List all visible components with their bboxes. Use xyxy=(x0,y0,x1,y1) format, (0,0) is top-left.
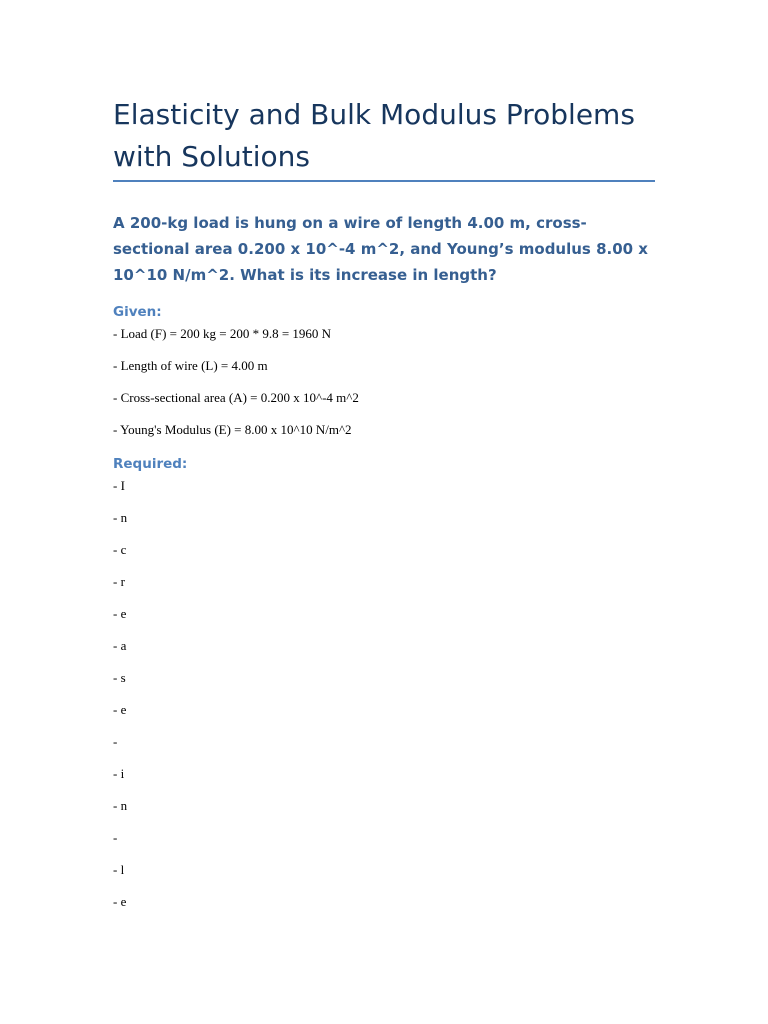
required-item: - xyxy=(113,734,118,749)
required-heading: Required: xyxy=(113,456,188,472)
required-item: - n xyxy=(113,798,128,813)
given-item-youngs-modulus: - Young's Modulus (E) = 8.00 x 10^10 N/m^2 xyxy=(113,422,352,437)
given-heading: Given: xyxy=(113,304,162,320)
problem-question: A 200-kg load is hung on a wire of length 4.00 m, cross-sectional area 0.200 x 10^-4 m^2, and Young’s modulus 8.00 x 10^10 N/m^2. What is its increase in length? xyxy=(113,214,648,284)
required-item: - e xyxy=(113,702,127,717)
required-item: - I xyxy=(113,478,125,493)
required-item: - xyxy=(113,830,118,845)
required-item: - e xyxy=(113,606,127,621)
document-title: Elasticity and Bulk Modulus Problems with Solutions xyxy=(113,98,635,173)
required-item: - s xyxy=(113,670,126,685)
required-item: - r xyxy=(113,574,125,589)
required-item: - l xyxy=(113,862,125,877)
given-list xyxy=(113,325,359,453)
required-item: - i xyxy=(113,766,125,781)
required-item: - c xyxy=(113,542,127,557)
required-list xyxy=(113,477,127,925)
required-item: - n xyxy=(113,510,128,525)
given-item-load: - Load (F) = 200 kg = 200 * 9.8 = 1960 N xyxy=(113,326,332,341)
title-divider xyxy=(113,180,655,182)
given-item-area: - Cross-sectional area (A) = 0.200 x 10^-4 m^2 xyxy=(113,390,359,405)
required-item: - e xyxy=(113,894,127,909)
required-item: - a xyxy=(113,638,127,653)
given-item-length: - Length of wire (L) = 4.00 m xyxy=(113,358,268,373)
